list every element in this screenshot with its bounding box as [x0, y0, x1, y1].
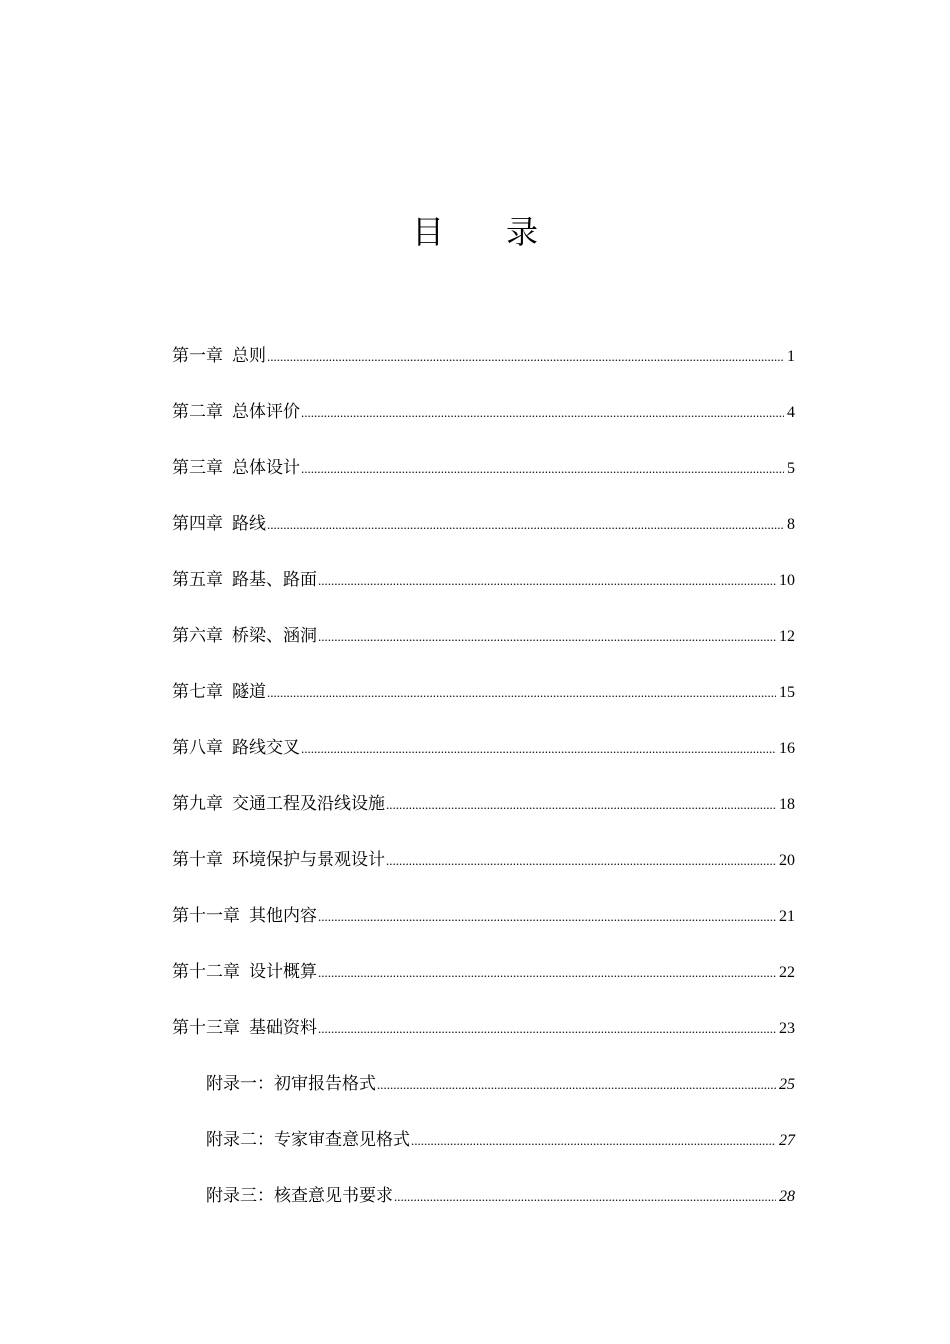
page-number: 27 [779, 1132, 795, 1149]
page-number: 4 [787, 404, 795, 421]
dot-leader [411, 1123, 776, 1159]
chapter-number: 第六章 [172, 626, 223, 646]
chapter-title: 其他内容 [249, 906, 317, 926]
page-number: 15 [779, 684, 795, 701]
page-number: 5 [787, 460, 795, 477]
page-number: 16 [779, 740, 795, 757]
chapter-number: 第十二章 [172, 962, 240, 982]
toc-entry-label [172, 562, 317, 598]
chapter-number: 第五章 [172, 570, 223, 590]
title-char-2: 录 [506, 213, 539, 251]
table-of-contents [172, 338, 795, 1234]
appendix-label: 附录三：核查意见书要求 [206, 1186, 393, 1206]
toc-appendix-entry[interactable] [172, 1066, 795, 1122]
chapter-number: 第十章 [172, 850, 223, 870]
toc-entry-label [172, 898, 317, 934]
toc-entry[interactable] [172, 506, 795, 562]
dot-leader [267, 675, 776, 711]
page-number: 23 [779, 1020, 795, 1037]
chapter-title: 环境保护与景观设计 [232, 850, 385, 870]
dot-leader [301, 451, 784, 487]
dot-leader [301, 731, 776, 767]
dot-leader [267, 339, 784, 375]
dot-leader [318, 955, 776, 991]
page-number: 22 [779, 964, 795, 981]
page-number: 25 [779, 1076, 795, 1093]
page-number: 28 [779, 1188, 795, 1205]
chapter-number: 第十一章 [172, 906, 240, 926]
toc-entry-label [172, 394, 300, 430]
toc-entry-label [172, 1010, 317, 1046]
chapter-title: 路线 [232, 514, 266, 534]
dot-leader [318, 899, 776, 935]
dot-leader [394, 1179, 776, 1215]
dot-leader [386, 843, 776, 879]
toc-entry[interactable] [172, 394, 795, 450]
chapter-title: 总则 [232, 346, 266, 366]
page-number: 10 [779, 572, 795, 589]
toc-entry-label [172, 618, 317, 654]
toc-entry[interactable] [172, 450, 795, 506]
dot-leader [377, 1067, 776, 1103]
chapter-number: 第十三章 [172, 1018, 240, 1038]
dot-leader [318, 563, 776, 599]
chapter-title: 总体设计 [232, 458, 300, 478]
toc-entry-label [172, 786, 385, 822]
chapter-number: 第九章 [172, 794, 223, 814]
toc-entry-label [172, 338, 266, 374]
toc-entry-label [172, 954, 317, 990]
chapter-title: 基础资料 [249, 1018, 317, 1038]
page-number: 21 [779, 908, 795, 925]
page-number: 12 [779, 628, 795, 645]
dot-leader [301, 395, 784, 431]
toc-entry[interactable] [172, 338, 795, 394]
toc-entry[interactable] [172, 1010, 795, 1066]
toc-entry[interactable] [172, 730, 795, 786]
appendix-label: 附录一：初审报告格式 [206, 1074, 376, 1094]
chapter-number: 第七章 [172, 682, 223, 702]
chapter-title: 桥梁、涵洞 [232, 626, 317, 646]
dot-leader [386, 787, 776, 823]
chapter-number: 第八章 [172, 738, 223, 758]
chapter-title: 设计概算 [249, 962, 317, 982]
chapter-title: 总体评价 [232, 402, 300, 422]
toc-entry[interactable] [172, 898, 795, 954]
toc-entry-label [172, 450, 300, 486]
page-number: 1 [787, 348, 795, 365]
toc-entry-label [172, 842, 385, 878]
chapter-title: 隧道 [232, 682, 266, 702]
toc-entry-label [172, 674, 266, 710]
toc-entry[interactable] [172, 786, 795, 842]
toc-entry[interactable] [172, 618, 795, 674]
toc-appendix-entry[interactable] [172, 1122, 795, 1178]
dot-leader [318, 619, 776, 655]
page-number: 18 [779, 796, 795, 813]
toc-entry[interactable] [172, 954, 795, 1010]
title-char-1: 目 [411, 213, 444, 251]
toc-entry-label [172, 730, 300, 766]
toc-entry[interactable] [172, 562, 795, 618]
chapter-title: 路基、路面 [232, 570, 317, 590]
chapter-number: 第三章 [172, 458, 223, 478]
dot-leader [267, 507, 784, 543]
toc-appendix-entry[interactable] [172, 1178, 795, 1234]
dot-leader [318, 1011, 776, 1047]
page-title [0, 210, 950, 254]
toc-entry[interactable] [172, 842, 795, 898]
toc-entry[interactable] [172, 674, 795, 730]
toc-entry-label [172, 506, 266, 542]
chapter-number: 第一章 [172, 346, 223, 366]
page-number: 20 [779, 852, 795, 869]
chapter-title: 交通工程及沿线设施 [232, 794, 385, 814]
chapter-number: 第四章 [172, 514, 223, 534]
page-number: 8 [787, 516, 795, 533]
chapter-title: 路线交叉 [232, 738, 300, 758]
chapter-number: 第二章 [172, 402, 223, 422]
appendix-label: 附录二：专家审查意见格式 [206, 1130, 410, 1150]
